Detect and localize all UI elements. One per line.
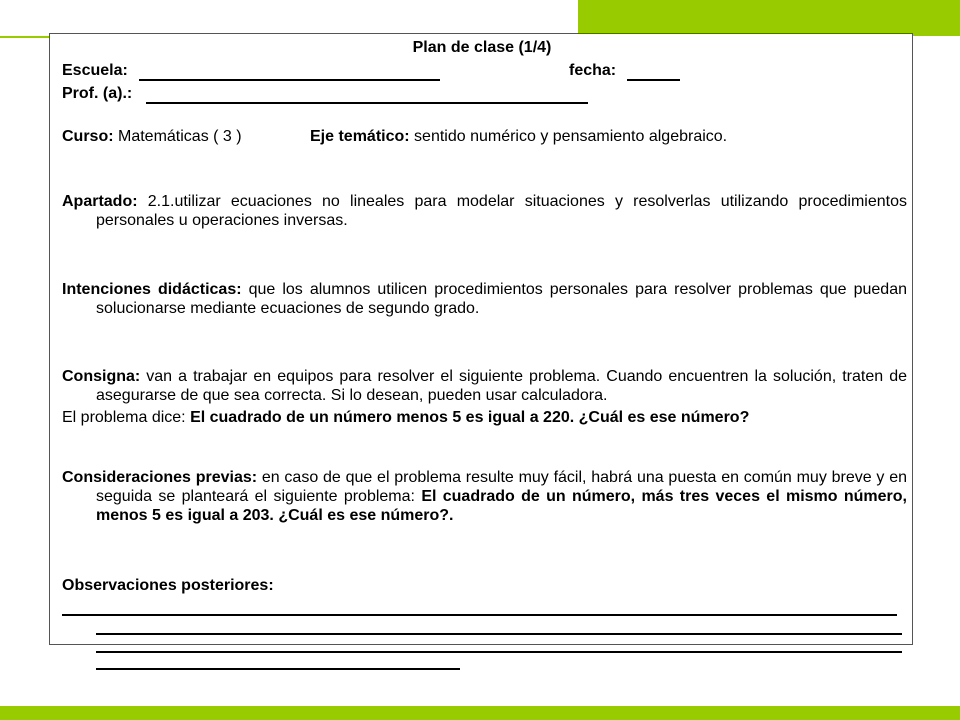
observaciones-line-4[interactable] <box>96 668 460 670</box>
lesson-plan-sheet <box>49 33 913 645</box>
fecha-label: fecha: <box>569 62 617 79</box>
eje-value: sentido numérico y pensamiento algebraico. <box>409 128 728 145</box>
problem-statement: El cuadrado de un número menos 5 es igual a 220. ¿Cuál es ese número? <box>190 409 750 426</box>
eje-line <box>310 128 727 146</box>
footer-accent-bar <box>0 706 960 720</box>
consigna-text: van a trabajar en equipos para resolver el siguiente problema. Cuando encuentren la solución, traten de asegurarse de que sea correcta. Si lo desean, pueden usar calculadora. <box>96 368 907 404</box>
escuela-label: Escuela: <box>62 62 128 79</box>
second-problem-statement: El cuadrado de un número, más tres veces el mismo número, menos 5 es igual a 203. ¿Cuál es ese número?. <box>96 488 907 524</box>
consideraciones-label: Consideraciones previas: <box>62 469 258 486</box>
eje-label: Eje temático: <box>310 128 410 145</box>
apartado-text: 2.1.utilizar ecuaciones no lineales para modelar situaciones y resolverlas utilizando procedimientos personales u operaciones inversas. <box>96 193 907 229</box>
intenciones-text: que los alumnos utilicen procedimientos personales para resolver problemas que puedan solucionarse mediante ecuaciones de segundo grado. <box>96 281 907 317</box>
consideraciones-paragraph <box>62 468 907 525</box>
observaciones-line-3[interactable] <box>96 651 902 653</box>
prof-label: Prof. (a).: <box>62 85 133 102</box>
consideraciones-text: en caso de que el problema resulte muy fácil, habrá una puesta en común muy breve y en seguida se planteará el siguiente problema: <box>96 469 907 505</box>
intenciones-label: Intenciones didácticas: <box>62 281 242 298</box>
page-title: Plan de clase (1/4) <box>412 39 552 56</box>
escuela-blank-line[interactable] <box>139 79 440 81</box>
curso-label: Curso: <box>62 128 114 145</box>
observaciones-line-1[interactable] <box>62 614 897 616</box>
consigna-paragraph <box>62 367 907 405</box>
problem-intro: El problema dice: <box>62 409 191 426</box>
consigna-label: Consigna: <box>62 368 141 385</box>
header-accent-block <box>578 0 960 36</box>
apartado-paragraph <box>62 192 907 230</box>
observaciones-line-2[interactable] <box>96 633 902 635</box>
intenciones-paragraph <box>62 280 907 318</box>
apartado-label: Apartado: <box>62 193 138 210</box>
curso-line <box>62 128 242 146</box>
observaciones-label: Observaciones posteriores: <box>62 577 274 594</box>
curso-value: Matemáticas ( 3 ) <box>113 128 242 145</box>
prof-blank-line[interactable] <box>146 102 588 104</box>
problem-line <box>62 409 749 427</box>
fecha-blank-line[interactable] <box>627 79 680 81</box>
